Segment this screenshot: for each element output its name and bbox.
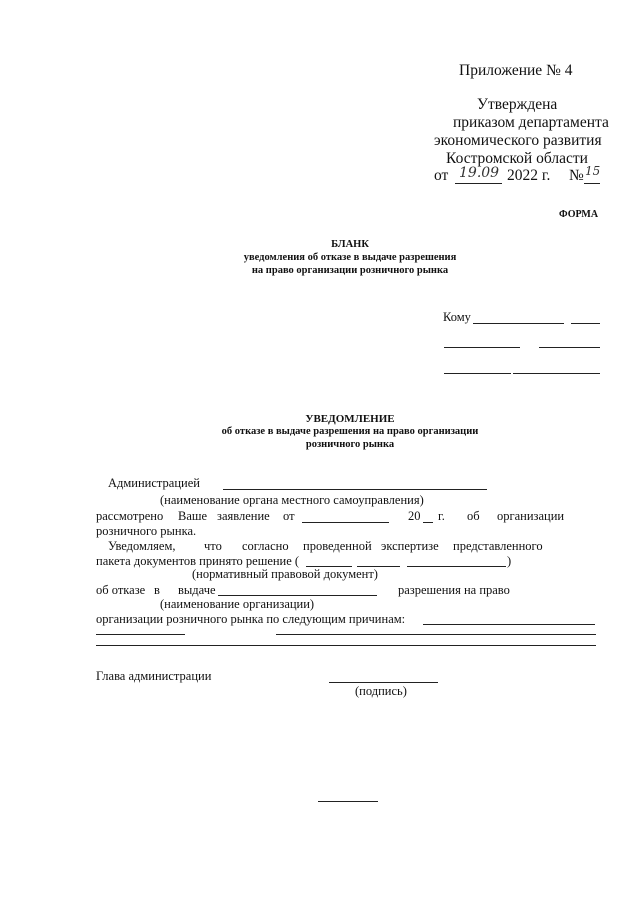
body-word: что bbox=[204, 539, 222, 553]
appendix-number: Приложение № 4 bbox=[459, 62, 573, 79]
recipient-field-2[interactable] bbox=[571, 323, 600, 324]
body-word: Уведомляем, bbox=[108, 539, 176, 553]
recipient-field-6[interactable] bbox=[513, 373, 600, 374]
body-word: г. bbox=[438, 509, 445, 523]
recipient-field-3[interactable] bbox=[444, 347, 520, 348]
blank-title: БЛАНК bbox=[331, 239, 369, 250]
head-of-administration: Глава администрации bbox=[96, 669, 212, 683]
body-word: проведенной bbox=[303, 539, 372, 553]
organization-hint: (наименование организации) bbox=[160, 597, 315, 611]
body-word: разрешения на право bbox=[398, 583, 510, 597]
blank-subtitle-1: уведомления об отказе в выдаче разрешения bbox=[243, 252, 457, 263]
notice-title: УВЕДОМЛЕНИЕ bbox=[305, 413, 395, 425]
body-word: 20 bbox=[408, 509, 421, 523]
date-underline bbox=[455, 183, 502, 184]
body-word: об отказе bbox=[96, 583, 146, 597]
authority-name-field[interactable] bbox=[223, 489, 487, 490]
legal-act-field-3[interactable] bbox=[407, 566, 506, 567]
body-word: об bbox=[467, 509, 480, 523]
recipient-field-5[interactable] bbox=[444, 373, 511, 374]
order-line: приказом департамента bbox=[453, 114, 609, 131]
year-text: 2022 г. bbox=[507, 167, 551, 184]
notice-subtitle-1: об отказе в выдаче разрешения на право организации bbox=[221, 426, 479, 437]
body-word: в bbox=[154, 583, 160, 597]
body-word: экспертизе bbox=[381, 539, 439, 553]
blank-subtitle-2: на право организации розничного рынка bbox=[251, 265, 449, 276]
body-line: пакета документов принято решение ( bbox=[96, 554, 300, 568]
number-underline bbox=[584, 183, 600, 184]
number-sign: № bbox=[569, 167, 584, 184]
to-label: Кому bbox=[443, 310, 471, 324]
handwritten-number: 15 bbox=[585, 164, 601, 178]
department-line: экономического развития bbox=[434, 132, 602, 149]
signature-field[interactable] bbox=[329, 682, 438, 683]
forma-label: ФОРМА bbox=[559, 209, 599, 220]
date-prefix: от bbox=[434, 167, 449, 184]
reasons-field-1[interactable] bbox=[423, 624, 595, 625]
handwritten-date: 19.09 bbox=[459, 165, 500, 181]
body-word: выдаче bbox=[178, 583, 216, 597]
application-year-field[interactable] bbox=[423, 522, 433, 523]
body-word: рассмотрено bbox=[96, 509, 164, 523]
signature-hint: (подпись) bbox=[355, 684, 407, 698]
organization-name-field[interactable] bbox=[218, 595, 377, 596]
body-word: от bbox=[283, 509, 295, 523]
recipient-field-4[interactable] bbox=[539, 347, 600, 348]
body-word: заявление bbox=[217, 509, 270, 523]
body-word: Ваше bbox=[178, 509, 208, 523]
body-word: ) bbox=[507, 554, 512, 568]
application-date-field[interactable] bbox=[302, 522, 389, 523]
body-word: согласно bbox=[242, 539, 289, 553]
authority-hint: (наименование органа местного самоуправления) bbox=[160, 493, 424, 507]
administration-word: Администрацией bbox=[108, 476, 200, 490]
body-line: розничного рынка. bbox=[96, 524, 197, 538]
reasons-field-4[interactable] bbox=[96, 645, 596, 646]
reasons-field-2[interactable] bbox=[96, 634, 185, 635]
body-line: организации розничного рынка по следующим причинам: bbox=[96, 612, 406, 626]
approved-label: Утверждена bbox=[477, 96, 558, 113]
footer-divider bbox=[318, 801, 378, 802]
legal-act-hint: (нормативный правовой документ) bbox=[192, 567, 378, 581]
region-line: Костромской области bbox=[446, 150, 588, 167]
notice-subtitle-2: розничного рынка bbox=[305, 439, 395, 450]
reasons-field-3[interactable] bbox=[276, 634, 596, 635]
recipient-field-1[interactable] bbox=[473, 323, 564, 324]
body-word: представленного bbox=[453, 539, 543, 553]
body-word: организации bbox=[497, 509, 565, 523]
